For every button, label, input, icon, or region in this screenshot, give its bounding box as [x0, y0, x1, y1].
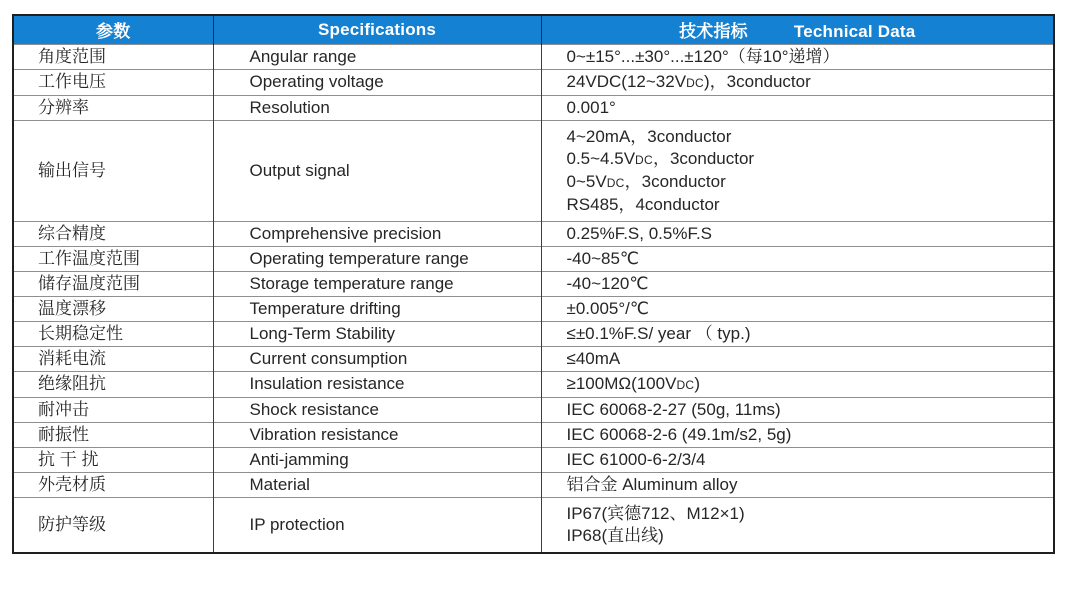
param-cell: 长期稳定性 — [13, 321, 213, 346]
data-line: ≤40mA — [566, 348, 621, 368]
data-line: IEC 60068-2-27 (50g, 11ms) — [566, 399, 781, 419]
data-cell — [541, 371, 1054, 397]
header-technical-data-cn: 技术指标 — [679, 22, 748, 42]
spec-cell: IP protection — [213, 497, 541, 553]
spec-cell: Vibration resistance — [213, 422, 541, 447]
data-cell — [541, 271, 1054, 296]
param-cell: 消耗电流 — [13, 346, 213, 371]
table-row — [13, 447, 1054, 472]
spec-cell: Comprehensive precision — [213, 221, 541, 246]
table-row — [13, 321, 1054, 346]
table-header — [13, 15, 1054, 44]
spec-cell: Output signal — [213, 120, 541, 221]
data-line: -40~85℃ — [566, 248, 639, 268]
spec-cell: Insulation resistance — [213, 371, 541, 397]
table-row — [13, 497, 1054, 553]
data-line: 0~±15°...±30°...±120°（每10°递增） — [566, 46, 840, 66]
spec-cell: Resolution — [213, 95, 541, 120]
data-cell — [541, 346, 1054, 371]
data-line: 24VDC(12~32VDC)，3conductor — [566, 71, 811, 91]
table-body — [13, 44, 1054, 553]
spec-cell: Storage temperature range — [213, 271, 541, 296]
table-row — [13, 472, 1054, 497]
data-line: IEC 61000-6-2/3/4 — [566, 449, 706, 469]
header-param: 参数 — [13, 15, 213, 44]
table-row — [13, 95, 1054, 120]
spec-cell: Angular range — [213, 44, 541, 69]
subscript-dc: DC — [635, 152, 653, 167]
table-row — [13, 44, 1054, 69]
data-cell — [541, 296, 1054, 321]
spec-cell: Material — [213, 472, 541, 497]
spec-cell: Temperature drifting — [213, 296, 541, 321]
data-line: 0.5~4.5VDC，3conductor — [566, 148, 755, 168]
param-cell: 耐冲击 — [13, 397, 213, 422]
data-line: -40~120℃ — [566, 273, 649, 293]
spec-cell: Long-Term Stability — [213, 321, 541, 346]
subscript-dc: DC — [686, 75, 704, 90]
spec-cell: Operating voltage — [213, 69, 541, 95]
spec-cell: Current consumption — [213, 346, 541, 371]
data-cell — [541, 120, 1054, 221]
data-line: 4~20mA，3conductor — [566, 126, 732, 146]
data-cell — [541, 422, 1054, 447]
table-row — [13, 120, 1054, 221]
table-row — [13, 397, 1054, 422]
spec-cell: Operating temperature range — [213, 246, 541, 271]
param-cell: 输出信号 — [13, 120, 213, 221]
param-cell: 温度漂移 — [13, 296, 213, 321]
data-cell — [541, 497, 1054, 553]
param-cell: 外壳材质 — [13, 472, 213, 497]
data-line: IEC 60068-2-6 (49.1m/s2, 5g) — [566, 424, 792, 444]
param-cell: 角度范围 — [13, 44, 213, 69]
data-line: 0~5VDC，3conductor — [566, 171, 726, 191]
table-row — [13, 271, 1054, 296]
data-line: IP68(直出线) — [566, 525, 664, 545]
param-cell: 耐振性 — [13, 422, 213, 447]
param-cell: 抗 干 扰 — [13, 447, 213, 472]
data-cell — [541, 472, 1054, 497]
table-row — [13, 69, 1054, 95]
table-row — [13, 246, 1054, 271]
param-cell: 综合精度 — [13, 221, 213, 246]
data-cell — [541, 44, 1054, 69]
subscript-dc: DC — [606, 175, 625, 190]
table-row — [13, 221, 1054, 246]
data-line: 0.25%F.S, 0.5%F.S — [566, 223, 713, 243]
data-cell — [541, 95, 1054, 120]
data-cell — [541, 397, 1054, 422]
spec-cell: Anti-jamming — [213, 447, 541, 472]
table-row — [13, 346, 1054, 371]
table-row — [13, 371, 1054, 397]
table-row — [13, 296, 1054, 321]
data-cell — [541, 221, 1054, 246]
param-cell: 工作温度范围 — [13, 246, 213, 271]
param-cell: 分辨率 — [13, 95, 213, 120]
header-row — [13, 15, 1054, 44]
param-cell: 工作电压 — [13, 69, 213, 95]
data-cell — [541, 69, 1054, 95]
data-line: 0.001° — [566, 97, 616, 117]
param-cell: 绝缘阻抗 — [13, 371, 213, 397]
specs-table — [12, 14, 1055, 554]
header-technical-data-en: Technical Data — [793, 22, 916, 42]
data-line: ±0.005°/℃ — [566, 298, 649, 318]
param-cell: 防护等级 — [13, 497, 213, 553]
param-cell: 储存温度范围 — [13, 271, 213, 296]
header-technical-data — [541, 15, 1054, 44]
data-line: ≥100MΩ(100VDC) — [566, 373, 701, 393]
table-row — [13, 422, 1054, 447]
data-line: 铝合金 Aluminum alloy — [566, 474, 738, 494]
spec-cell: Shock resistance — [213, 397, 541, 422]
data-line: RS485，4conductor — [566, 194, 720, 214]
data-line: ≤±0.1%F.S/ year （ typ.) — [566, 323, 751, 343]
data-cell — [541, 321, 1054, 346]
data-cell — [541, 246, 1054, 271]
header-specifications: Specifications — [213, 15, 541, 44]
data-cell — [541, 447, 1054, 472]
data-line: IP67(宾德712、M12×1) — [566, 503, 745, 523]
subscript-dc: DC — [676, 377, 695, 392]
